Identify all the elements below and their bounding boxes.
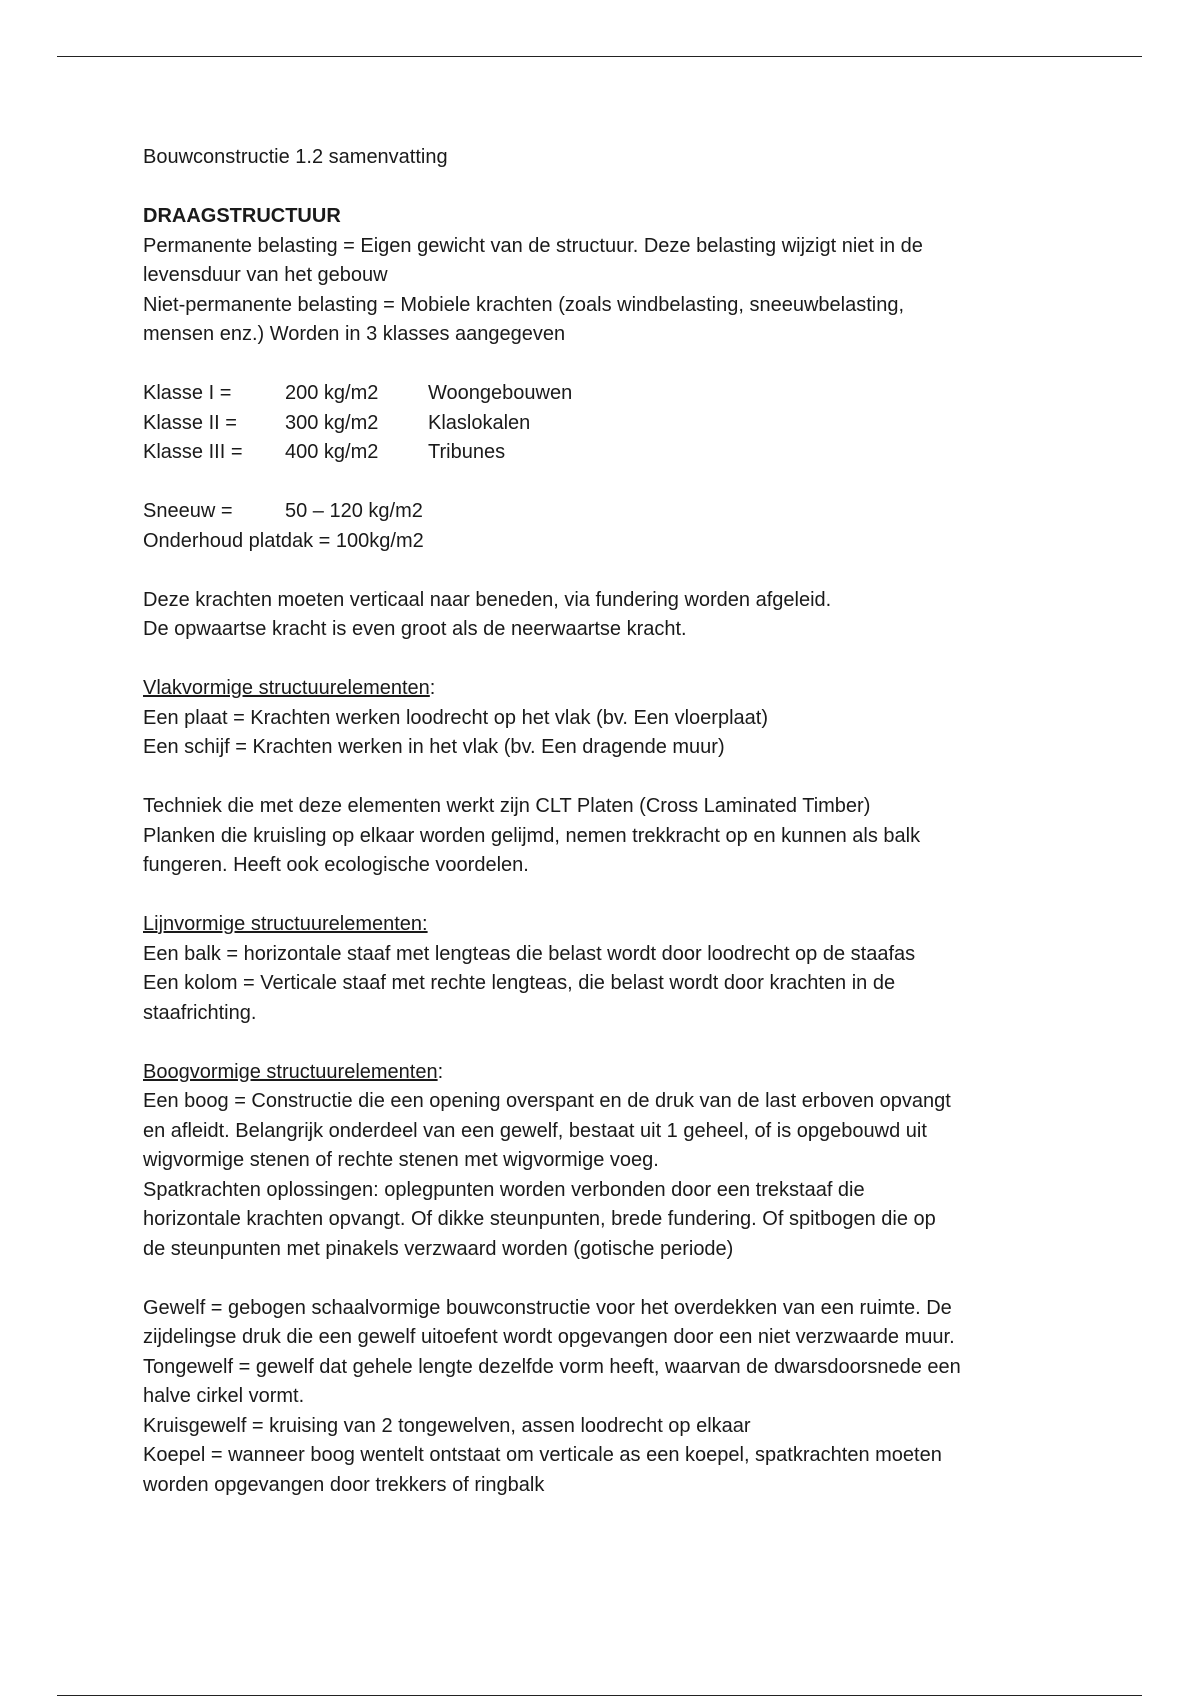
paragraph-line: Planken die kruisling op elkaar worden gelijmd, nemen trekkracht op en kunnen als balk (143, 824, 921, 847)
paragraph-line: en afleidt. Belangrijk onderdeel van een gewelf, bestaat uit 1 geheel, of is opgebouwd uit (143, 1119, 927, 1142)
spacer (143, 173, 1083, 203)
paragraph-line: Gewelf = gebogen schaalvormige bouwconstructie voor het overdekken van een ruimte. De (143, 1296, 952, 1319)
document-body (143, 143, 1083, 1500)
class-load: 200 kg/m2 (285, 382, 379, 404)
paragraph-line: Niet-permanente belasting = Mobiele krachten (zoals windbelasting, sneeuwbelasting, (143, 293, 904, 316)
spacer (143, 1264, 1083, 1294)
class-load: 400 kg/m2 (285, 441, 379, 463)
class-use: Tribunes (428, 441, 506, 463)
spacer (143, 645, 1083, 675)
paragraph-line: Koepel = wanneer boog wentelt ontstaat om verticale as een koepel, spatkrachten moeten (143, 1444, 942, 1466)
paragraph-line: halve cirkel vormt. (143, 1385, 305, 1407)
paragraph-line: worden opgevangen door trekkers of ringbalk (143, 1473, 545, 1496)
paragraph-line: Een schijf = Krachten werken in het vlak (bv. Een dragende muur) (143, 736, 725, 758)
paragraph-line: zijdelingse druk die een gewelf uitoefent wordt opgevangen door een niet verzwaarde muur. (143, 1326, 955, 1348)
bottom-rule (57, 1695, 1142, 1696)
spacer (143, 350, 1083, 380)
paragraph-line: horizontale krachten opvangt. Of dikke steunpunten, brede fundering. Of spitbogen die op (143, 1208, 936, 1230)
paragraph-line: Een kolom = Verticale staaf met rechte lengteas, die belast wordt door krachten in de (143, 972, 896, 994)
paragraph-line: levensduur van het gebouw (143, 264, 388, 286)
class-row (143, 409, 1083, 439)
paragraph-line: De opwaartse kracht is even groot als de neerwaartse kracht. (143, 618, 687, 640)
paragraph-line: Kruisgewelf = kruising van 2 tongewelven, assen loodrecht op elkaar (143, 1414, 751, 1437)
snow-value: 50 – 120 kg/m2 (285, 500, 423, 522)
snow-label: Sneeuw = (143, 500, 233, 522)
paragraph-line: de steunpunten met pinakels verzwaard worden (gotische periode) (143, 1237, 734, 1260)
class-row (143, 379, 1083, 409)
spacer (143, 556, 1083, 586)
spacer (143, 763, 1083, 793)
paragraph-line: Tongewelf = gewelf dat gehele lengte dezelfde vorm heeft, waarvan de dwarsdoorsnede een (143, 1355, 961, 1378)
paragraph-line: Spatkrachten oplossingen: oplegpunten worden verbonden door een trekstaaf die (143, 1178, 865, 1201)
paragraph-line: Deze krachten moeten verticaal naar beneden, via fundering worden afgeleid. (143, 588, 832, 611)
snow-row (143, 497, 1083, 527)
maintenance-line: Onderhoud platdak = 100kg/m2 (143, 529, 424, 552)
paragraph-line: Een boog = Constructie die een opening overspant en de druk van de last erboven opvangt (143, 1090, 951, 1112)
class-load: 300 kg/m2 (285, 411, 379, 434)
document-title: Bouwconstructie 1.2 samenvatting (143, 146, 448, 168)
spacer (143, 881, 1083, 911)
class-label: Klasse II = (143, 411, 237, 434)
spacer (143, 1028, 1083, 1058)
subheading-boogvormig (143, 1058, 1083, 1088)
subheading-colon: : (429, 677, 436, 699)
section-heading-draagstructuur: DRAAGSTRUCTUUR (143, 205, 341, 227)
paragraph-line: wigvormige stenen of rechte stenen met wigvormige voeg. (143, 1149, 659, 1171)
subheading-text: Vlakvormige structuurelementen (143, 677, 430, 699)
paragraph-line: Techniek die met deze elementen werkt zijn CLT Platen (Cross Laminated Timber) (143, 795, 871, 817)
class-use: Woongebouwen (428, 382, 573, 404)
class-use: Klaslokalen (428, 411, 531, 434)
paragraph-line: Een balk = horizontale staaf met lengteas die belast wordt door loodrecht op de staafas (143, 942, 916, 965)
paragraph-line: staafrichting. (143, 1001, 257, 1024)
paragraph-line: fungeren. Heeft ook ecologische voordelen. (143, 854, 529, 876)
class-label: Klasse I = (143, 382, 232, 404)
subheading-text: Boogvormige structuurelementen (143, 1060, 438, 1083)
class-label: Klasse III = (143, 441, 243, 463)
paragraph-line: mensen enz.) Worden in 3 klasses aangegeven (143, 323, 566, 345)
paragraph-line: Een plaat = Krachten werken loodrecht op het vlak (bv. Een vloerplaat) (143, 706, 768, 729)
subheading-vlakvormig (143, 674, 1083, 704)
subheading-lijnvormig: Lijnvormige structuurelementen: (143, 913, 428, 935)
paragraph-line: Permanente belasting = Eigen gewicht van de structuur. Deze belasting wijzigt niet in de (143, 234, 923, 257)
subheading-colon: : (437, 1060, 444, 1083)
spacer (143, 468, 1083, 498)
top-rule (57, 56, 1142, 57)
class-row (143, 438, 1083, 468)
